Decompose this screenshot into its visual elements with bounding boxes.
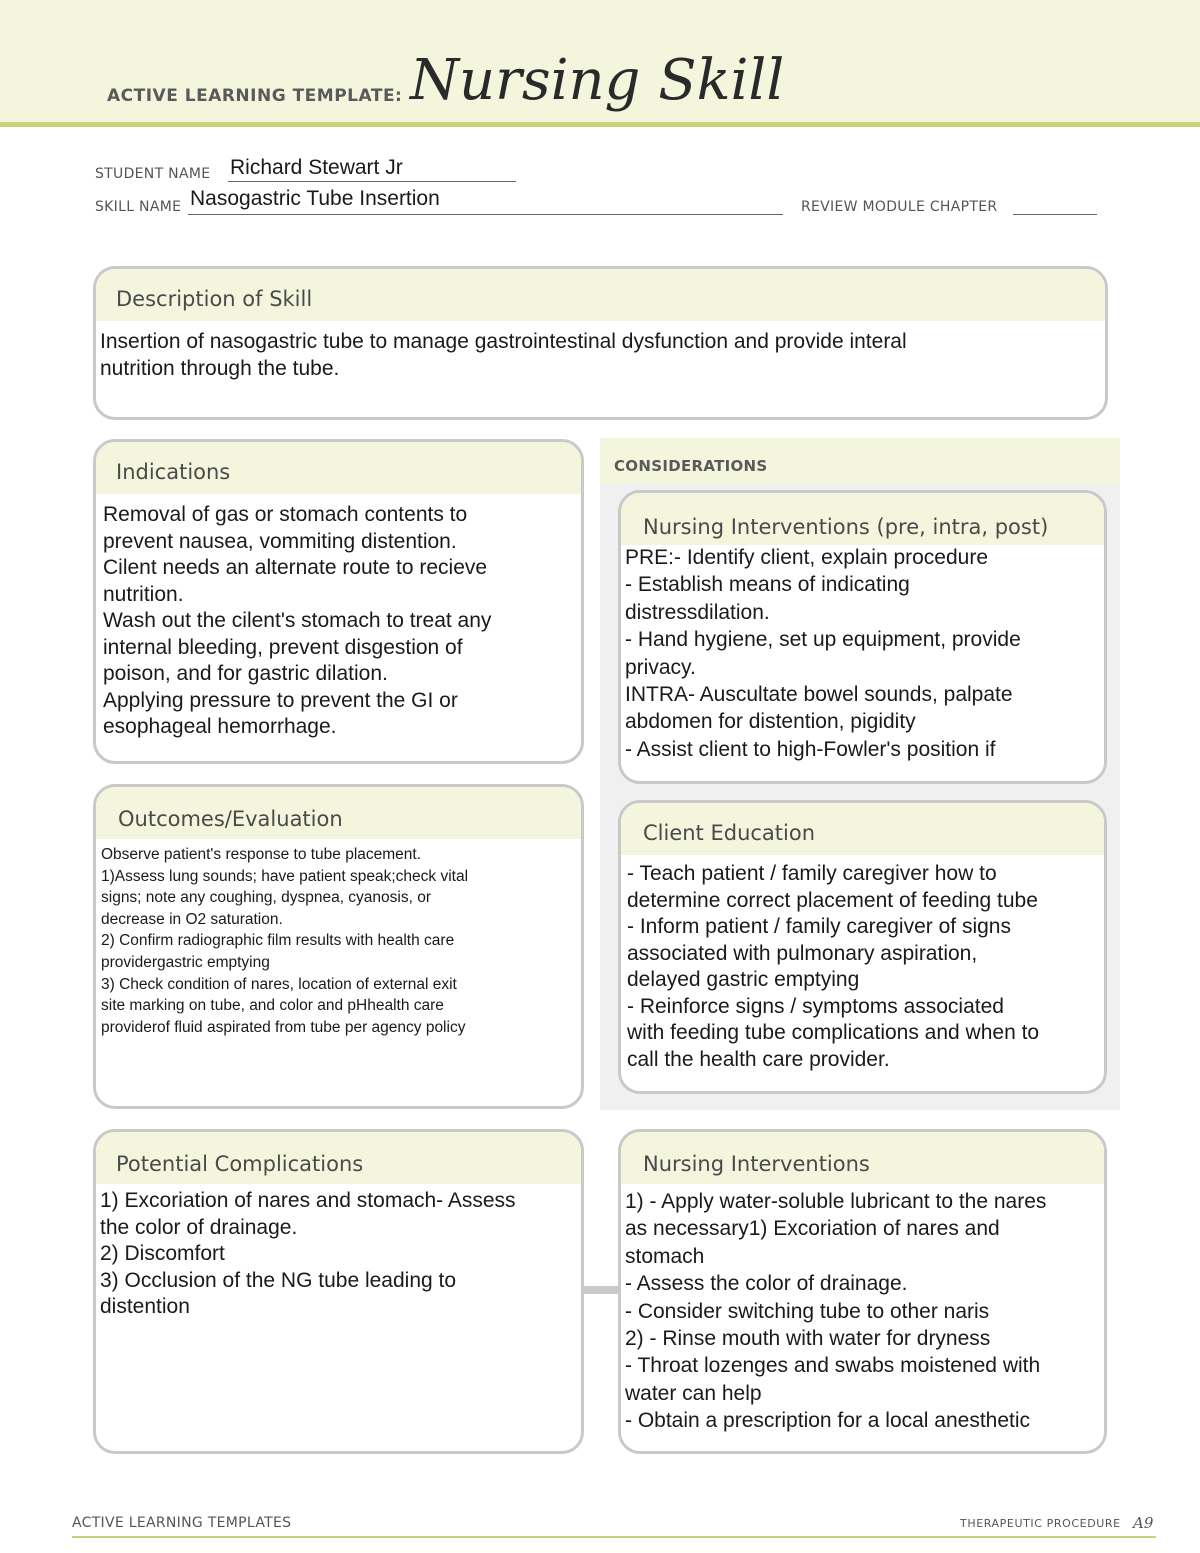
footer-rule [72,1536,1156,1538]
client-education-text[interactable]: - Teach patient / family caregiver how to determine correct placement of feeding tube - Inform patient / family caregiver of signs associated with pulmonary aspiration, delayed gastric emptying - Reinforce signs / symptoms associated with feeding tube complications and when to call the health care provider. [627,862,1040,1071]
connector [583,1286,621,1294]
nursing-interventions-box [618,1129,1107,1454]
description-title: Description of Skill [116,287,313,311]
outcomes-title: Outcomes/Evaluation [118,807,343,831]
indications-title: Indications [116,460,231,484]
considerations-label: CONSIDERATIONS [614,457,768,475]
indications-box [93,439,584,764]
skill-name-label: SKILL NAME [95,199,182,215]
client-education-box [618,800,1107,1094]
pre-intra-post-text[interactable]: PRE:- Identify client, explain procedure - Establish means of indicating distressdilation. - Hand hygiene, set up equipment, provide privacy. INTRA- Auscultate bowel sounds, palpate abdomen for distention, pigidity - Assist client to high-Fowler's position if [625,546,1021,761]
indications-text[interactable]: Removal of gas or stomach contents to prevent nausea, vommiting distention. Cilent needs an alternate route to recieve nutrition. Wash out the cilent's stomach to treat any internal bleeding, prevent disgestion of poison, and for gastric dilation. Applying pressure to prevent the GI or esophageal hemorrhage. [103,503,492,738]
review-module-line [1013,214,1097,215]
complications-text[interactable]: 1) Excoriation of nares and stomach- Assess the color of drainage. 2) Discomfort 3) Occlusion of the NG tube leading to distention [100,1189,516,1318]
outcomes-text[interactable]: Observe patient's response to tube placement. 1)Assess lung sounds; have patient speak;check vital signs; note any coughing, dyspnea, cyanosis, or decrease in O2 saturation. 2) Confirm radiographic film results with health care providergastric emptying 3) Check condition of nares, location of external exit site marking on tube, and color and pHhealth care providerof fluid aspirated from tube per agency policy [101,846,469,1036]
complications-box [93,1129,584,1454]
header-rule [0,122,1200,127]
nursing-interventions-title: Nursing Interventions [643,1152,870,1176]
description-text[interactable]: Insertion of nasogastric tube to manage gastrointestinal dysfunction and provide interal nutrition through the tube. [100,330,907,380]
skill-name-line [188,214,783,215]
template-label: ACTIVE LEARNING TEMPLATE: [107,86,403,106]
student-name-field[interactable]: Richard Stewart Jr [230,156,403,179]
student-name-label: STUDENT NAME [95,166,211,182]
pre-intra-post-box [618,490,1107,784]
client-education-title: Client Education [643,821,816,845]
pre-intra-post-title: Nursing Interventions (pre, intra, post) [643,515,1049,539]
page-title: Nursing Skill [410,48,785,113]
complications-title: Potential Complications [116,1152,364,1176]
footer-right: THERAPEUTIC PROCEDURE [960,1517,1121,1530]
outcomes-box [93,784,584,1109]
page-number: A9 [1133,1514,1154,1532]
nursing-interventions-text[interactable]: 1) - Apply water-soluble lubricant to the nares as necessary1) Excoriation of nares and stomach - Assess the color of drainage. - Consider switching tube to other naris 2) - Rinse mouth with water for dryness - Throat lozenges and swabs moistened with water can help - Obtain a prescription for a local anesthetic [625,1190,1047,1433]
footer-left: ACTIVE LEARNING TEMPLATES [72,1515,292,1531]
student-name-line [228,181,516,182]
skill-name-field[interactable]: Nasogastric Tube Insertion [190,187,440,210]
review-module-label: REVIEW MODULE CHAPTER [801,199,998,215]
description-box [93,266,1108,420]
